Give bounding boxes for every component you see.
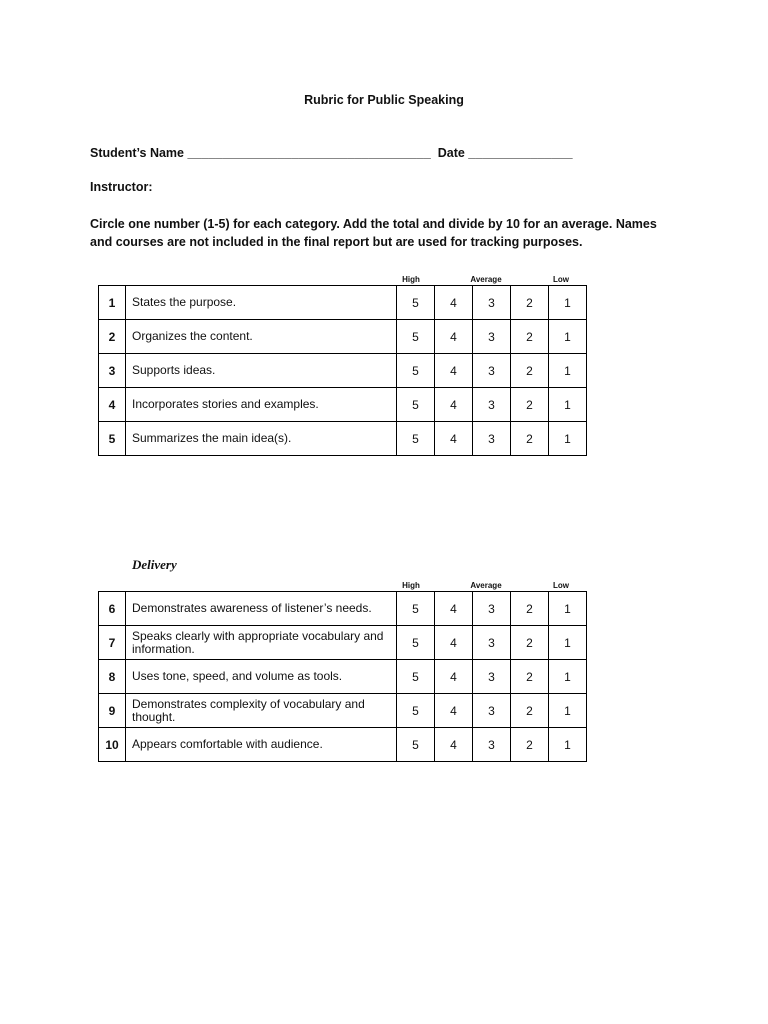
score-option[interactable]: 2 bbox=[511, 592, 549, 626]
criterion-number: 3 bbox=[99, 354, 126, 388]
criterion-text: Demonstrates complexity of vocabulary and thought. bbox=[126, 694, 397, 728]
score-option[interactable]: 4 bbox=[435, 320, 473, 354]
score-option[interactable]: 3 bbox=[473, 354, 511, 388]
criterion-text: Demonstrates awareness of listener’s needs. bbox=[126, 592, 397, 626]
score-option[interactable]: 4 bbox=[435, 286, 473, 320]
criterion-number: 1 bbox=[99, 286, 126, 320]
score-option[interactable]: 4 bbox=[435, 626, 473, 660]
criterion-number: 10 bbox=[99, 728, 126, 762]
score-option[interactable]: 1 bbox=[549, 354, 587, 388]
scale-label-high: High bbox=[402, 581, 420, 590]
score-option[interactable]: 3 bbox=[473, 592, 511, 626]
table-row bbox=[99, 626, 587, 660]
scale-label-average: Average bbox=[470, 275, 502, 284]
criterion-number: 4 bbox=[99, 388, 126, 422]
criterion-text: Incorporates stories and examples. bbox=[126, 388, 397, 422]
score-option[interactable]: 3 bbox=[473, 286, 511, 320]
table-row bbox=[99, 728, 587, 762]
score-option[interactable]: 1 bbox=[549, 320, 587, 354]
criterion-text: Supports ideas. bbox=[126, 354, 397, 388]
score-option[interactable]: 2 bbox=[511, 354, 549, 388]
score-option[interactable]: 2 bbox=[511, 694, 549, 728]
score-option[interactable]: 4 bbox=[435, 728, 473, 762]
criterion-number: 9 bbox=[99, 694, 126, 728]
criterion-number: 6 bbox=[99, 592, 126, 626]
instructions-text: Circle one number (1-5) for each category. Add the total and divide by 10 for an average. Names and courses are not included in the final report but are used for tracking purposes. bbox=[90, 217, 657, 249]
score-option[interactable]: 4 bbox=[435, 694, 473, 728]
instructor-label: Instructor: bbox=[90, 180, 153, 194]
section-heading-delivery: Delivery bbox=[132, 557, 177, 572]
score-option[interactable]: 4 bbox=[435, 422, 473, 456]
criterion-number: 2 bbox=[99, 320, 126, 354]
score-option[interactable]: 3 bbox=[473, 728, 511, 762]
criterion-text: Organizes the content. bbox=[126, 320, 397, 354]
score-option[interactable]: 1 bbox=[549, 694, 587, 728]
score-option[interactable]: 5 bbox=[397, 728, 435, 762]
score-option[interactable]: 1 bbox=[549, 728, 587, 762]
table-row bbox=[99, 694, 587, 728]
score-option[interactable]: 2 bbox=[511, 320, 549, 354]
score-option[interactable]: 2 bbox=[511, 286, 549, 320]
table-row bbox=[99, 660, 587, 694]
table-row bbox=[99, 592, 587, 626]
score-option[interactable]: 1 bbox=[549, 422, 587, 456]
score-option[interactable]: 5 bbox=[397, 354, 435, 388]
score-option[interactable]: 3 bbox=[473, 660, 511, 694]
criterion-text: Speaks clearly with appropriate vocabulary and information. bbox=[126, 626, 397, 660]
criterion-number: 5 bbox=[99, 422, 126, 456]
score-option[interactable]: 5 bbox=[397, 660, 435, 694]
score-option[interactable]: 4 bbox=[435, 354, 473, 388]
score-option[interactable]: 2 bbox=[511, 660, 549, 694]
criterion-number: 7 bbox=[99, 626, 126, 660]
score-option[interactable]: 3 bbox=[473, 320, 511, 354]
score-option[interactable]: 1 bbox=[549, 286, 587, 320]
table-row bbox=[99, 354, 587, 388]
score-option[interactable]: 2 bbox=[511, 422, 549, 456]
criterion-text: Uses tone, speed, and volume as tools. bbox=[126, 660, 397, 694]
score-option[interactable]: 5 bbox=[397, 286, 435, 320]
score-option[interactable]: 2 bbox=[511, 388, 549, 422]
score-option[interactable]: 3 bbox=[473, 626, 511, 660]
score-option[interactable]: 5 bbox=[397, 694, 435, 728]
score-option[interactable]: 1 bbox=[549, 660, 587, 694]
table-row bbox=[99, 422, 587, 456]
criterion-text: Appears comfortable with audience. bbox=[126, 728, 397, 762]
score-option[interactable]: 5 bbox=[397, 388, 435, 422]
score-option[interactable]: 2 bbox=[511, 626, 549, 660]
score-option[interactable]: 5 bbox=[397, 422, 435, 456]
score-option[interactable]: 4 bbox=[435, 388, 473, 422]
criterion-text: States the purpose. bbox=[126, 286, 397, 320]
score-option[interactable]: 5 bbox=[397, 626, 435, 660]
score-option[interactable]: 4 bbox=[435, 660, 473, 694]
score-option[interactable]: 5 bbox=[397, 592, 435, 626]
scale-label-average: Average bbox=[470, 581, 502, 590]
score-option[interactable]: 4 bbox=[435, 592, 473, 626]
score-option[interactable]: 1 bbox=[549, 626, 587, 660]
score-option[interactable]: 1 bbox=[549, 592, 587, 626]
criterion-number: 8 bbox=[99, 660, 126, 694]
score-option[interactable]: 1 bbox=[549, 388, 587, 422]
table-row bbox=[99, 320, 587, 354]
scale-label-low: Low bbox=[553, 581, 569, 590]
criterion-text: Summarizes the main idea(s). bbox=[126, 422, 397, 456]
score-option[interactable]: 3 bbox=[473, 388, 511, 422]
page-title: Rubric for Public Speaking bbox=[304, 93, 464, 107]
score-option[interactable]: 3 bbox=[473, 694, 511, 728]
table-row bbox=[99, 286, 587, 320]
score-option[interactable]: 3 bbox=[473, 422, 511, 456]
rubric-table-content bbox=[98, 285, 587, 456]
student-name-date-line: Student’s Name ___________________________________ Date _______________ bbox=[90, 146, 573, 160]
scale-label-low: Low bbox=[553, 275, 569, 284]
table-row bbox=[99, 388, 587, 422]
score-option[interactable]: 5 bbox=[397, 320, 435, 354]
score-option[interactable]: 2 bbox=[511, 728, 549, 762]
scale-label-high: High bbox=[402, 275, 420, 284]
rubric-table-delivery bbox=[98, 591, 587, 762]
